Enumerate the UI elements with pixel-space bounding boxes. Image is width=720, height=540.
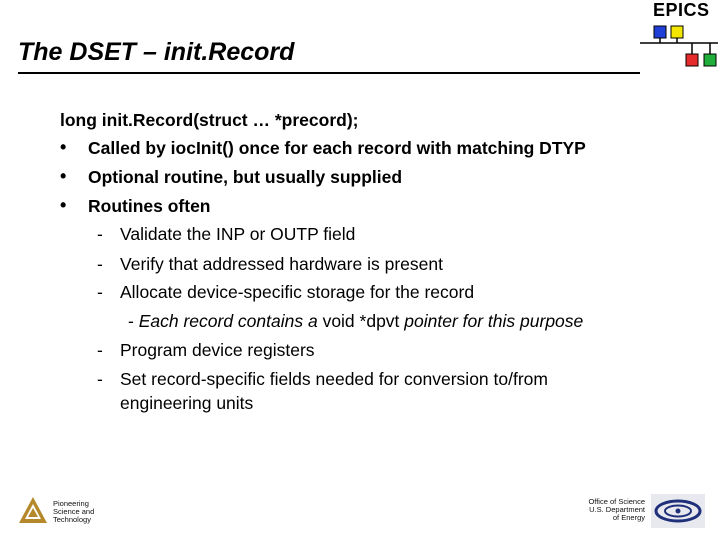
footer-left-text	[53, 500, 94, 524]
nested-code-text: void *dpvt	[317, 311, 405, 331]
sub-item: Verify that addressed hardware is present	[120, 254, 443, 274]
bullet-marker: •	[60, 195, 67, 215]
sub-item: Program device registers	[120, 340, 315, 360]
nested-text-part1: Each record contains a	[138, 311, 318, 331]
dash-marker: -	[97, 282, 103, 302]
title-divider	[18, 72, 640, 74]
epics-logo-text: EPICS	[653, 0, 710, 20]
footer-left-line: Pioneering	[53, 499, 89, 508]
bullet-marker: •	[60, 137, 67, 157]
logo-square-blue	[654, 26, 666, 38]
bullet-item: Called by iocInit() once for each record with matching DTYP	[88, 138, 586, 158]
argonne-logo-icon	[18, 496, 48, 524]
footer-left-line: Science and	[53, 507, 95, 516]
sub-item: Set record-specific fields needed for conversion to/from	[120, 369, 548, 389]
dash-marker: -	[97, 224, 103, 244]
dash-marker: -	[97, 369, 103, 389]
function-signature: long init.Record(struct … *precord);	[60, 110, 359, 130]
page-title: The DSET – init.Record	[18, 38, 295, 66]
footer-right-text	[588, 498, 645, 522]
doe-logo-icon	[651, 494, 705, 528]
bullet-item: Routines often	[88, 196, 211, 216]
logo-square-green	[704, 54, 716, 66]
dash-marker: -	[97, 254, 103, 274]
footer-right-line: of Energy	[612, 513, 645, 522]
epics-network-icon	[640, 22, 720, 70]
bullet-marker: •	[60, 166, 67, 186]
sub-item: Validate the INP or OUTP field	[120, 224, 356, 244]
footer-right-line: Office of Science	[588, 497, 645, 506]
footer-left-line: Technology	[53, 515, 91, 524]
logo-square-yellow	[671, 26, 683, 38]
nested-sub-item	[128, 311, 583, 332]
bullet-item: Optional routine, but usually supplied	[88, 167, 403, 187]
sub-item: Allocate device-specific storage for the record	[120, 282, 475, 302]
nested-dash: -	[128, 311, 134, 331]
dash-marker: -	[97, 340, 103, 360]
sub-item-continuation: engineering units	[120, 393, 254, 413]
nested-text-part3: pointer for this purpose	[404, 311, 584, 331]
logo-square-red	[686, 54, 698, 66]
footer-right-line: U.S. Department	[589, 505, 645, 514]
